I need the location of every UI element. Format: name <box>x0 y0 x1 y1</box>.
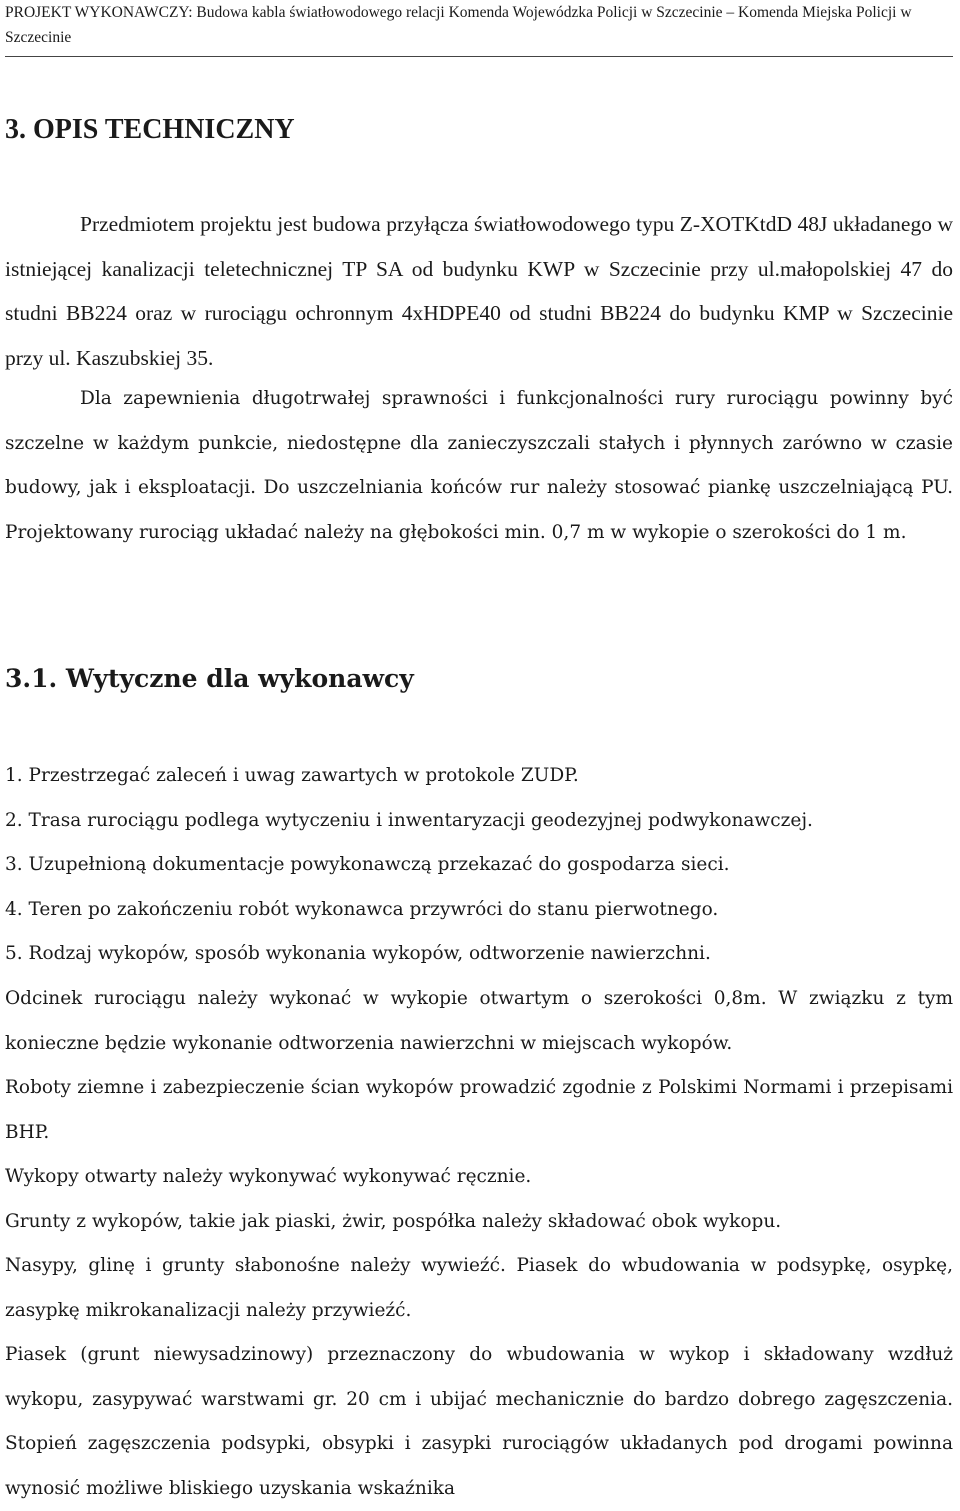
intro-text: Przedmiotem projektu jest budowa przyłącza światłowodowego typu Z-XOTKtdD 48J układanego w istniejącej kanalizacji teletechnicznej TP SA od budynku KWP w Szczecinie przy ul.małopolskiej 47 do studni BB224 oraz w rurociągu ochronnym 4xHDPE40 od studni BB224 do budynku KMP w Szczecinie przy ul. Kaszubskiej 35. <box>5 212 953 370</box>
intro-paragraph <box>5 202 953 380</box>
sealing-paragraph <box>5 377 953 555</box>
body-paragraph: Roboty ziemne i zabezpieczenie ścian wykopów prowadzić zgodnie z Polskimi Normami i przepisami BHP. <box>5 1077 953 1143</box>
subsection-title: 3.1. Wytyczne dla wykonawcy <box>5 664 414 693</box>
page-header <box>5 0 953 57</box>
guidelines-list <box>5 754 953 977</box>
body-paragraph: Wykopy otwarty należy wykonywać wykonywać ręcznie. <box>5 1166 532 1187</box>
section-title: 3. OPIS TECHNICZNY <box>5 114 295 145</box>
header-text: PROJEKT WYKONAWCZY: Budowa kabla światłowodowego relacji Komenda Wojewódzka Policji w Szczecinie – Komenda Miejska Policji w Szczecinie <box>5 4 912 46</box>
list-item: 5. Rodzaj wykopów, sposób wykonania wykopów, odtworzenie nawierzchni. <box>5 943 711 964</box>
list-item: 4. Teren po zakończeniu robót wykonawca przywróci do stanu pierwotnego. <box>5 898 719 920</box>
sealing-text: Dla zapewnienia długotrwałej sprawności i funkcjonalności rury rurociągu powinny być szczelne w każdym punkcie, niedostępne dla zanieczyszczali stałych i płynnych zarówno w czasie budowy, jak i eksploatacji. Do uszczelniania końców rur należy stosować piankę uszczelniającą PU. Projektowany rurociąg układać należy na głębokości min. 0,7 m w wykopie o szerokości do 1 m. <box>5 388 953 543</box>
list-item: 2. Trasa rurociągu podlega wytyczeniu i inwentaryzacji geodezyjnej podwykonawczej. <box>5 809 813 831</box>
guidelines-body <box>5 977 953 1511</box>
body-paragraph: Grunty z wykopów, takie jak piaski, żwir, pospółka należy składować obok wykopu. <box>5 1210 782 1232</box>
body-paragraph: Piasek (grunt niewysadzinowy) przeznaczony do wbudowania w wykop i składowany wzdłuż wykopu, zasypywać warstwami gr. 20 cm i ubijać mechanicznie do bardzo dobrego zagęszczenia. Stopień zagęszczenia podsypki, obsypki i zasypki rurociągów układanych pod drogami powinna wynosić możliwe bliskiego uzyskania wskaźnika <box>5 1344 953 1499</box>
body-paragraph: Odcinek rurociągu należy wykonać w wykopie otwartym o szerokości 0,8m. W związku z tym konieczne będzie wykonanie odtworzenia nawierzchni w miejscach wykopów. <box>5 988 953 1054</box>
list-item: 1. Przestrzegać zaleceń i uwag zawartych w protokole ZUDP. <box>5 765 579 786</box>
list-item: 3. Uzupełnioną dokumentacje powykonawczą przekazać do gospodarza sieci. <box>5 854 730 875</box>
body-paragraph: Nasypy, glinę i grunty słabonośne należy wywieźć. Piasek do wbudowania w podsypkę, osypkę, zasypkę mikrokanalizacji należy przywieźć. <box>5 1255 953 1321</box>
